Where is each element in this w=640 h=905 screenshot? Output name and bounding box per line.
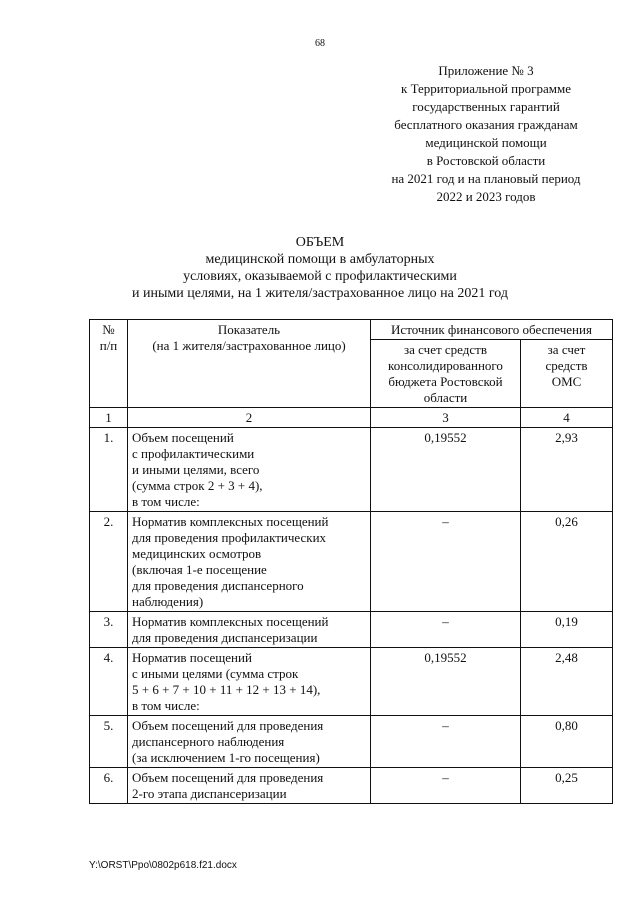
row-budget-value: 0,19552 (371, 648, 521, 716)
header-budget-line: бюджета Ростовской (388, 374, 503, 389)
header-source-label: Источник финансового обеспечения (391, 322, 592, 337)
column-number-row (90, 408, 613, 428)
appendix-line: государственных гарантий (412, 99, 560, 114)
header-oms-line: средств (545, 358, 588, 373)
table-row (90, 648, 613, 716)
row-oms-value: 0,26 (521, 512, 613, 612)
column-number: 2 (128, 408, 371, 428)
header-budget-line: консолидированного (388, 358, 503, 373)
indicator-line: Объем посещений (132, 430, 234, 445)
appendix-block (370, 62, 602, 206)
indicator-line: и иными целями, всего (132, 462, 260, 477)
row-oms-value: 0,19 (521, 612, 613, 648)
title-heading: ОБЪЕМ (295, 235, 345, 250)
appendix-line: медицинской помощи (425, 135, 547, 150)
table-row (90, 512, 613, 612)
row-budget-value: 0,19552 (371, 428, 521, 512)
header-budget-cell (371, 340, 521, 408)
indicator-line: 5 + 6 + 7 + 10 + 11 + 12 + 13 + 14), (132, 682, 321, 697)
indicator-line: с профилактическими (132, 446, 255, 461)
indicator-line: Объем посещений для проведения (132, 718, 324, 733)
indicator-line: (за исключением 1-го посещения) (132, 750, 320, 765)
appendix-line: Приложение № 3 (438, 63, 534, 78)
file-path-footer: Y:\ORST\Ppo\0802p618.f21.docx (89, 860, 237, 871)
indicator-line: наблюдения) (132, 594, 204, 609)
indicator-line: с иными целями (сумма строк (132, 666, 299, 681)
header-budget-line: области (423, 390, 468, 405)
table-row (90, 768, 613, 804)
indicator-line: диспансерного наблюдения (132, 734, 285, 749)
row-budget-value: – (371, 512, 521, 612)
indicator-line: (сумма строк 2 + 3 + 4), (132, 478, 263, 493)
row-number: 6. (90, 768, 128, 804)
indicator-line: Норматив комплексных посещений (132, 514, 329, 529)
indicator-line: для проведения профилактических (132, 530, 327, 545)
indicator-line: Норматив комплексных посещений (132, 614, 329, 629)
indicator-line: 2-го этапа диспансеризации (132, 786, 287, 801)
row-budget-value: – (371, 768, 521, 804)
row-number: 3. (90, 612, 128, 648)
title-line: медицинской помощи в амбулаторных (205, 252, 435, 267)
row-indicator (128, 716, 371, 768)
header-indicator-line: (на 1 жителя/застрахованное лицо) (152, 338, 346, 353)
header-num-line: п/п (99, 338, 118, 353)
indicator-line: в том числе: (132, 698, 200, 713)
row-budget-value: – (371, 716, 521, 768)
header-num-line: № (102, 322, 115, 337)
row-number: 4. (90, 648, 128, 716)
header-oms-cell (521, 340, 613, 408)
row-budget-value: – (371, 612, 521, 648)
header-indicator-line: Показатель (217, 322, 281, 337)
row-indicator (128, 428, 371, 512)
header-budget-line: за счет средств (404, 342, 487, 357)
title-line: условиях, оказываемой с профилактическими (183, 269, 457, 284)
volume-table (89, 319, 613, 804)
table-row (90, 428, 613, 512)
header-oms-line: ОМС (551, 374, 582, 389)
row-indicator (128, 648, 371, 716)
appendix-line: бесплатного оказания гражданам (394, 117, 578, 132)
indicator-line: Объем посещений для проведения (132, 770, 324, 785)
indicator-line: медицинских осмотров (132, 546, 262, 561)
row-number: 2. (90, 512, 128, 612)
indicator-line: в том числе: (132, 494, 200, 509)
indicator-line: для проведения диспансеризации (132, 630, 318, 645)
indicator-line: (включая 1-е посещение (132, 562, 267, 577)
row-indicator (128, 612, 371, 648)
row-oms-value: 0,25 (521, 768, 613, 804)
column-number: 4 (521, 408, 613, 428)
row-oms-value: 0,80 (521, 716, 613, 768)
column-number: 1 (90, 408, 128, 428)
row-oms-value: 2,48 (521, 648, 613, 716)
header-indicator-cell (128, 320, 371, 408)
row-oms-value: 2,93 (521, 428, 613, 512)
row-indicator (128, 512, 371, 612)
row-number: 5. (90, 716, 128, 768)
indicator-line: для проведения диспансерного (132, 578, 304, 593)
row-number: 1. (90, 428, 128, 512)
appendix-line: к Территориальной программе (401, 81, 571, 96)
appendix-line: в Ростовской области (426, 153, 546, 168)
table-row (90, 612, 613, 648)
header-source-cell (371, 320, 613, 340)
column-number: 3 (371, 408, 521, 428)
header-row (90, 320, 613, 340)
row-indicator (128, 768, 371, 804)
title-line: и иными целями, на 1 жителя/застрахованное лицо на 2021 год (132, 286, 508, 301)
header-num-cell (90, 320, 128, 408)
indicator-line: Норматив посещений (132, 650, 252, 665)
appendix-line: 2022 и 2023 годов (436, 189, 536, 204)
page-number: 68 (315, 38, 325, 49)
header-oms-line: за счет (547, 342, 586, 357)
table-row (90, 716, 613, 768)
document-title (0, 234, 640, 302)
appendix-line: на 2021 год и на плановый период (391, 171, 581, 186)
